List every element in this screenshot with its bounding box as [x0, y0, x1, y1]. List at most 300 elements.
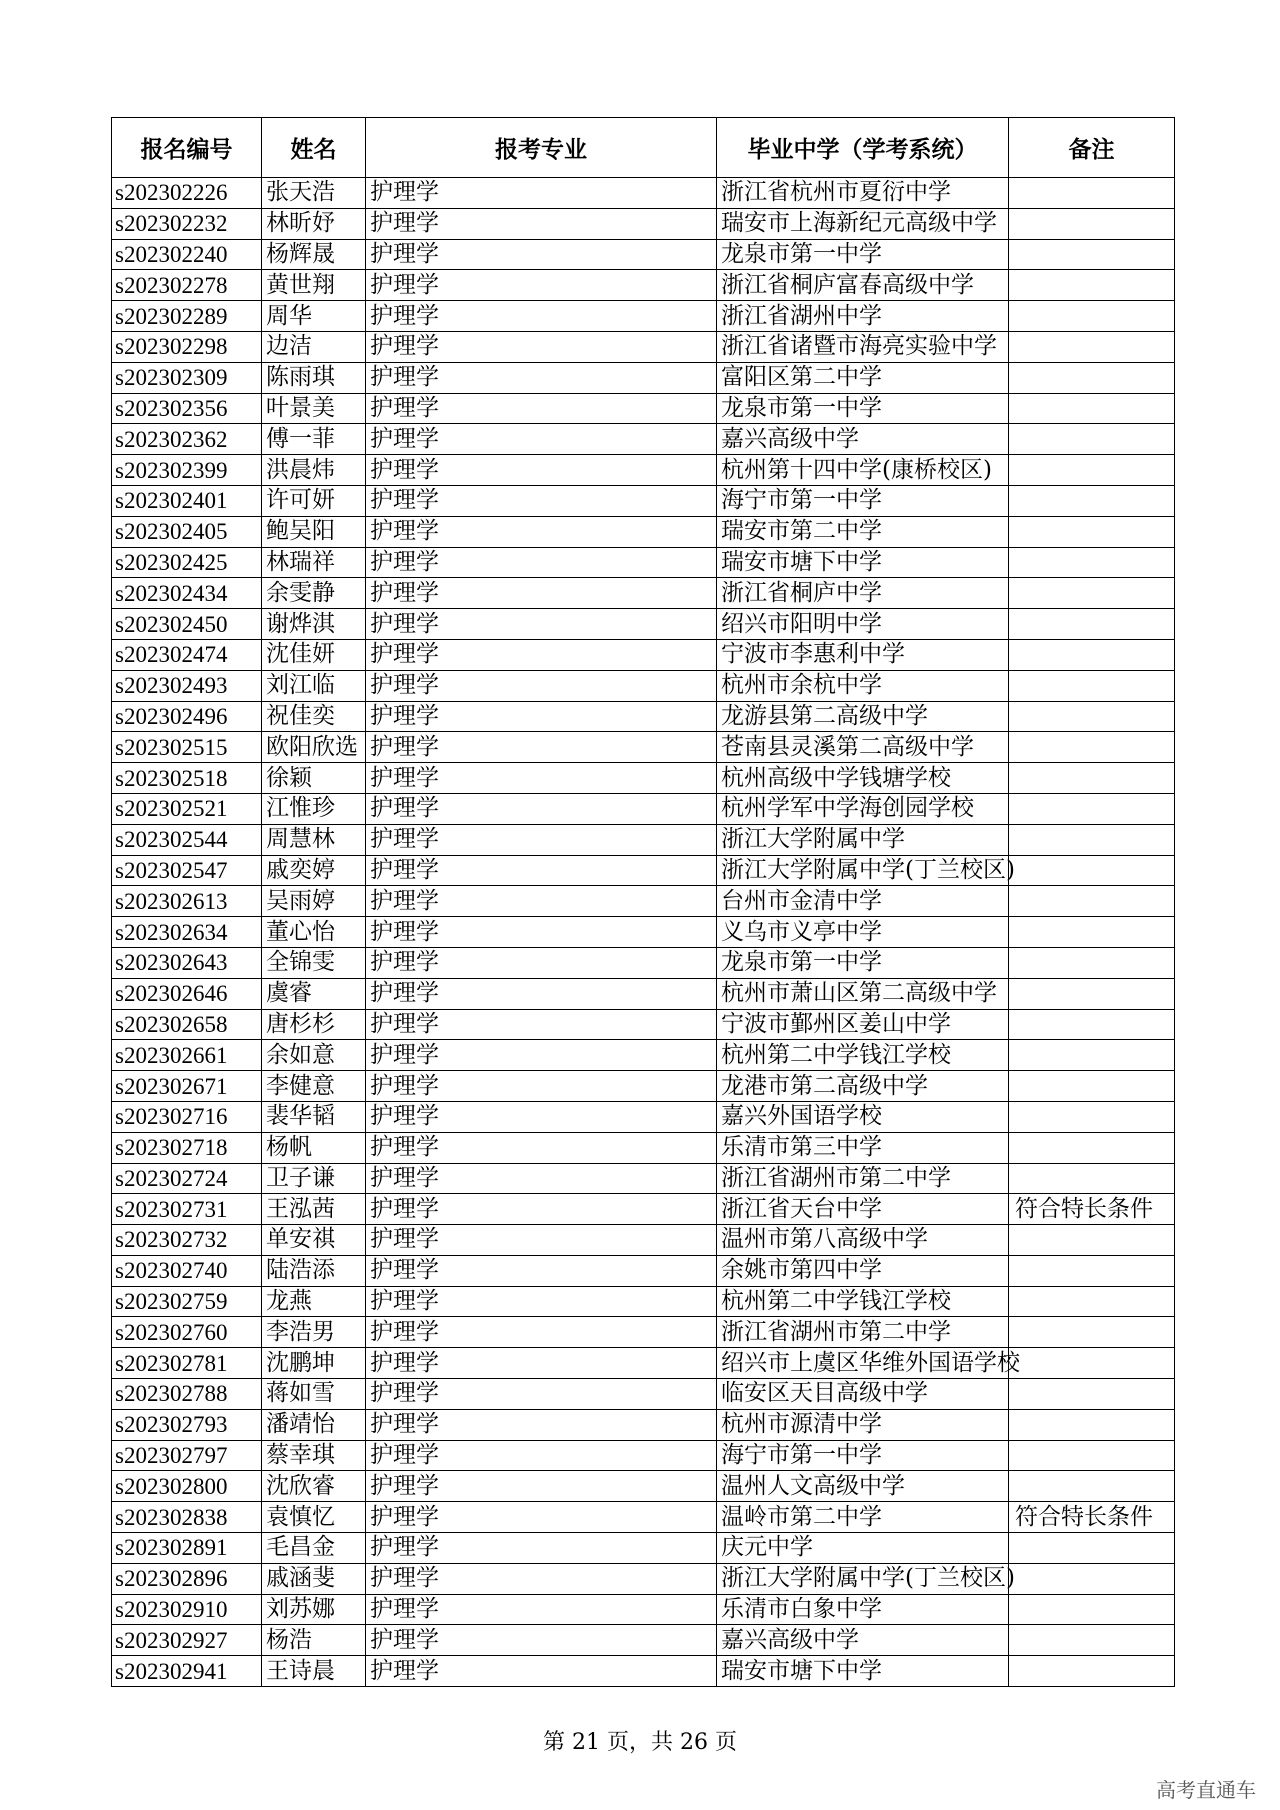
cell-high-school: 宁波市鄞州区姜山中学: [717, 1009, 1009, 1040]
cell-high-school: 温岭市第二中学: [717, 1502, 1009, 1533]
cell-remark: [1009, 1625, 1175, 1656]
watermark-text: 高考直通车: [1156, 1778, 1256, 1802]
table-row: [112, 1409, 1175, 1440]
table-row: [112, 393, 1175, 424]
cell-high-school: 浙江大学附属中学: [717, 824, 1009, 855]
cell-high-school: 乐清市白象中学: [717, 1594, 1009, 1625]
cell-high-school: 嘉兴高级中学: [717, 1625, 1009, 1656]
cell-registration-id: s202302226: [112, 178, 262, 209]
cell-major: 护理学: [366, 824, 717, 855]
cell-name: 蒋如雪: [262, 1379, 366, 1410]
cell-name: 周慧林: [262, 824, 366, 855]
table-row: [112, 886, 1175, 917]
cell-high-school: 庆元中学: [717, 1533, 1009, 1564]
table-row: [112, 1132, 1175, 1163]
cell-registration-id: s202302289: [112, 301, 262, 332]
table-row: [112, 1009, 1175, 1040]
cell-name: 吴雨婷: [262, 886, 366, 917]
cell-name: 卫子谦: [262, 1163, 366, 1194]
cell-remark: [1009, 485, 1175, 516]
cell-name: 鲍吴阳: [262, 516, 366, 547]
table-row: [112, 639, 1175, 670]
cell-high-school: 杭州市源清中学: [717, 1409, 1009, 1440]
cell-registration-id: s202302425: [112, 547, 262, 578]
cell-high-school: 杭州市余杭中学: [717, 670, 1009, 701]
cell-name: 杨帆: [262, 1132, 366, 1163]
cell-remark: [1009, 1440, 1175, 1471]
cell-registration-id: s202302401: [112, 485, 262, 516]
cell-remark: [1009, 1132, 1175, 1163]
cell-major: 护理学: [366, 178, 717, 209]
cell-high-school: 瑞安市塘下中学: [717, 1656, 1009, 1687]
table-row: [112, 1040, 1175, 1071]
cell-registration-id: s202302405: [112, 516, 262, 547]
cell-name: 陈雨琪: [262, 362, 366, 393]
table-row: [112, 701, 1175, 732]
table-row: [112, 609, 1175, 640]
cell-major: 护理学: [366, 270, 717, 301]
table-row: [112, 1194, 1175, 1225]
cell-registration-id: s202302797: [112, 1440, 262, 1471]
cell-remark: [1009, 824, 1175, 855]
admission-table: [111, 117, 1175, 1687]
cell-registration-id: s202302891: [112, 1533, 262, 1564]
cell-remark: [1009, 301, 1175, 332]
cell-name: 徐颖: [262, 763, 366, 794]
cell-high-school: 宁波市李惠利中学: [717, 639, 1009, 670]
cell-registration-id: s202302941: [112, 1656, 262, 1687]
cell-remark: [1009, 1163, 1175, 1194]
cell-major: 护理学: [366, 1009, 717, 1040]
cell-name: 虞睿: [262, 978, 366, 1009]
cell-name: 王泓茜: [262, 1194, 366, 1225]
table-row: [112, 1348, 1175, 1379]
cell-registration-id: s202302493: [112, 670, 262, 701]
cell-remark: [1009, 639, 1175, 670]
cell-remark: [1009, 947, 1175, 978]
cell-remark: 符合特长条件: [1009, 1502, 1175, 1533]
cell-registration-id: s202302910: [112, 1594, 262, 1625]
cell-high-school: 乐清市第三中学: [717, 1132, 1009, 1163]
cell-registration-id: s202302399: [112, 455, 262, 486]
table-row: [112, 1471, 1175, 1502]
cell-registration-id: s202302309: [112, 362, 262, 393]
table-row: [112, 1379, 1175, 1410]
table-row: [112, 824, 1175, 855]
table-row: [112, 1533, 1175, 1564]
cell-high-school: 瑞安市第二中学: [717, 516, 1009, 547]
cell-remark: [1009, 362, 1175, 393]
cell-high-school: 浙江省湖州市第二中学: [717, 1317, 1009, 1348]
table-row: [112, 1440, 1175, 1471]
cell-high-school: 海宁市第一中学: [717, 1440, 1009, 1471]
table-row: [112, 1502, 1175, 1533]
cell-high-school: 瑞安市上海新纪元高级中学: [717, 208, 1009, 239]
cell-high-school: 嘉兴外国语学校: [717, 1101, 1009, 1132]
cell-registration-id: s202302240: [112, 239, 262, 270]
cell-registration-id: s202302518: [112, 763, 262, 794]
table-row: [112, 947, 1175, 978]
table-row: [112, 670, 1175, 701]
table-row: [112, 578, 1175, 609]
cell-major: 护理学: [366, 793, 717, 824]
cell-remark: [1009, 855, 1175, 886]
cell-remark: [1009, 178, 1175, 209]
cell-registration-id: s202302724: [112, 1163, 262, 1194]
cell-registration-id: s202302731: [112, 1194, 262, 1225]
table-row: [112, 239, 1175, 270]
cell-name: 杨浩: [262, 1625, 366, 1656]
table-row: [112, 1225, 1175, 1256]
cell-name: 林昕妤: [262, 208, 366, 239]
cell-major: 护理学: [366, 301, 717, 332]
cell-high-school: 浙江省桐庐中学: [717, 578, 1009, 609]
table-row: [112, 917, 1175, 948]
cell-high-school: 台州市金清中学: [717, 886, 1009, 917]
cell-remark: [1009, 1533, 1175, 1564]
cell-high-school: 浙江省湖州中学: [717, 301, 1009, 332]
cell-high-school: 浙江省天台中学: [717, 1194, 1009, 1225]
header-high-school: 毕业中学（学考系统）: [717, 118, 1009, 178]
cell-high-school: 余姚市第四中学: [717, 1255, 1009, 1286]
cell-registration-id: s202302793: [112, 1409, 262, 1440]
cell-remark: [1009, 1255, 1175, 1286]
cell-registration-id: s202302838: [112, 1502, 262, 1533]
cell-high-school: 龙港市第二高级中学: [717, 1071, 1009, 1102]
cell-name: 蔡幸琪: [262, 1440, 366, 1471]
cell-registration-id: s202302740: [112, 1255, 262, 1286]
cell-remark: [1009, 424, 1175, 455]
cell-major: 护理学: [366, 516, 717, 547]
cell-major: 护理学: [366, 947, 717, 978]
cell-remark: [1009, 1040, 1175, 1071]
cell-major: 护理学: [366, 1101, 717, 1132]
table-row: [112, 485, 1175, 516]
cell-high-school: 浙江省湖州市第二中学: [717, 1163, 1009, 1194]
cell-high-school: 苍南县灵溪第二高级中学: [717, 732, 1009, 763]
table-row: [112, 1101, 1175, 1132]
cell-major: 护理学: [366, 609, 717, 640]
cell-name: 沈欣睿: [262, 1471, 366, 1502]
table-row: [112, 301, 1175, 332]
cell-registration-id: s202302450: [112, 609, 262, 640]
cell-remark: [1009, 1225, 1175, 1256]
cell-major: 护理学: [366, 1071, 717, 1102]
table-row: [112, 1286, 1175, 1317]
table-row: [112, 424, 1175, 455]
cell-major: 护理学: [366, 917, 717, 948]
cell-name: 边洁: [262, 331, 366, 362]
cell-remark: [1009, 455, 1175, 486]
cell-registration-id: s202302646: [112, 978, 262, 1009]
table-row: [112, 516, 1175, 547]
table-row: [112, 362, 1175, 393]
cell-high-school: 杭州高级中学钱塘学校: [717, 763, 1009, 794]
table-row: [112, 793, 1175, 824]
cell-remark: [1009, 793, 1175, 824]
cell-name: 叶景美: [262, 393, 366, 424]
table-row: [112, 763, 1175, 794]
cell-major: 护理学: [366, 886, 717, 917]
cell-registration-id: s202302927: [112, 1625, 262, 1656]
cell-name: 洪晨炜: [262, 455, 366, 486]
table-row: [112, 1163, 1175, 1194]
header-major: 报考专业: [366, 118, 717, 178]
cell-major: 护理学: [366, 855, 717, 886]
cell-major: 护理学: [366, 455, 717, 486]
cell-registration-id: s202302788: [112, 1379, 262, 1410]
cell-high-school: 龙泉市第一中学: [717, 239, 1009, 270]
cell-name: 张天浩: [262, 178, 366, 209]
cell-remark: [1009, 732, 1175, 763]
cell-major: 护理学: [366, 1594, 717, 1625]
cell-major: 护理学: [366, 1656, 717, 1687]
cell-name: 欧阳欣选: [262, 732, 366, 763]
cell-name: 裴华韬: [262, 1101, 366, 1132]
cell-name: 龙燕: [262, 1286, 366, 1317]
cell-remark: [1009, 547, 1175, 578]
table-row: [112, 547, 1175, 578]
cell-name: 林瑞祥: [262, 547, 366, 578]
cell-name: 江惟珍: [262, 793, 366, 824]
table-row: [112, 1656, 1175, 1687]
cell-major: 护理学: [366, 1132, 717, 1163]
cell-registration-id: s202302496: [112, 701, 262, 732]
cell-high-school: 温州人文高级中学: [717, 1471, 1009, 1502]
table-row: [112, 178, 1175, 209]
table-row: [112, 1255, 1175, 1286]
table-row: [112, 1625, 1175, 1656]
cell-high-school: 杭州市萧山区第二高级中学: [717, 978, 1009, 1009]
cell-high-school: 杭州第二中学钱江学校: [717, 1040, 1009, 1071]
cell-registration-id: s202302298: [112, 331, 262, 362]
cell-high-school: 临安区天目高级中学: [717, 1379, 1009, 1410]
cell-major: 护理学: [366, 978, 717, 1009]
cell-registration-id: s202302613: [112, 886, 262, 917]
table-row: [112, 1594, 1175, 1625]
cell-remark: [1009, 917, 1175, 948]
table-row: [112, 270, 1175, 301]
cell-registration-id: s202302658: [112, 1009, 262, 1040]
cell-name: 唐杉杉: [262, 1009, 366, 1040]
cell-major: 护理学: [366, 1255, 717, 1286]
cell-remark: [1009, 393, 1175, 424]
cell-registration-id: s202302716: [112, 1101, 262, 1132]
cell-name: 毛昌金: [262, 1533, 366, 1564]
table-body: [112, 178, 1175, 1687]
cell-high-school: 龙泉市第一中学: [717, 947, 1009, 978]
cell-major: 护理学: [366, 763, 717, 794]
cell-remark: [1009, 516, 1175, 547]
cell-remark: [1009, 1594, 1175, 1625]
cell-high-school: 瑞安市塘下中学: [717, 547, 1009, 578]
cell-remark: [1009, 763, 1175, 794]
cell-high-school: 海宁市第一中学: [717, 485, 1009, 516]
cell-major: 护理学: [366, 670, 717, 701]
table-row: [112, 455, 1175, 486]
cell-remark: [1009, 1563, 1175, 1594]
cell-registration-id: s202302634: [112, 917, 262, 948]
cell-registration-id: s202302232: [112, 208, 262, 239]
table-row: [112, 732, 1175, 763]
cell-high-school: 义乌市义亭中学: [717, 917, 1009, 948]
cell-major: 护理学: [366, 1286, 717, 1317]
cell-major: 护理学: [366, 1348, 717, 1379]
table-header: [112, 118, 1175, 178]
cell-name: 谢烨淇: [262, 609, 366, 640]
cell-remark: [1009, 609, 1175, 640]
cell-major: 护理学: [366, 485, 717, 516]
cell-major: 护理学: [366, 1040, 717, 1071]
cell-high-school: 浙江大学附属中学(丁兰校区): [717, 855, 1009, 886]
cell-name: 陆浩添: [262, 1255, 366, 1286]
cell-remark: [1009, 331, 1175, 362]
cell-name: 袁慎忆: [262, 1502, 366, 1533]
cell-major: 护理学: [366, 331, 717, 362]
cell-high-school: 浙江省桐庐富春高级中学: [717, 270, 1009, 301]
cell-high-school: 富阳区第二中学: [717, 362, 1009, 393]
cell-remark: [1009, 1286, 1175, 1317]
cell-registration-id: s202302800: [112, 1471, 262, 1502]
cell-major: 护理学: [366, 1440, 717, 1471]
cell-name: 余雯静: [262, 578, 366, 609]
cell-major: 护理学: [366, 1471, 717, 1502]
cell-high-school: 杭州学军中学海创园学校: [717, 793, 1009, 824]
cell-registration-id: s202302544: [112, 824, 262, 855]
cell-major: 护理学: [366, 1409, 717, 1440]
cell-name: 余如意: [262, 1040, 366, 1071]
cell-name: 周华: [262, 301, 366, 332]
table-row: [112, 208, 1175, 239]
cell-name: 杨辉晟: [262, 239, 366, 270]
cell-major: 护理学: [366, 1625, 717, 1656]
cell-high-school: 龙泉市第一中学: [717, 393, 1009, 424]
cell-remark: [1009, 886, 1175, 917]
cell-high-school: 浙江省杭州市夏衍中学: [717, 178, 1009, 209]
cell-remark: [1009, 1471, 1175, 1502]
cell-name: 李浩男: [262, 1317, 366, 1348]
header-remark: 备注: [1009, 118, 1175, 178]
cell-registration-id: s202302732: [112, 1225, 262, 1256]
cell-remark: [1009, 670, 1175, 701]
cell-remark: [1009, 978, 1175, 1009]
cell-high-school: 杭州第二中学钱江学校: [717, 1286, 1009, 1317]
cell-high-school: 绍兴市上虞区华维外国语学校: [717, 1348, 1009, 1379]
cell-remark: 符合特长条件: [1009, 1194, 1175, 1225]
cell-remark: [1009, 1409, 1175, 1440]
table-row: [112, 855, 1175, 886]
cell-high-school: 温州市第八高级中学: [717, 1225, 1009, 1256]
cell-name: 黄世翔: [262, 270, 366, 301]
cell-major: 护理学: [366, 1563, 717, 1594]
cell-registration-id: s202302521: [112, 793, 262, 824]
cell-high-school: 绍兴市阳明中学: [717, 609, 1009, 640]
cell-name: 沈鹏坤: [262, 1348, 366, 1379]
cell-name: 沈佳妍: [262, 639, 366, 670]
cell-registration-id: s202302759: [112, 1286, 262, 1317]
cell-major: 护理学: [366, 578, 717, 609]
cell-registration-id: s202302278: [112, 270, 262, 301]
cell-name: 刘江临: [262, 670, 366, 701]
cell-registration-id: s202302896: [112, 1563, 262, 1594]
page-number: 第 21 页，共 26 页: [543, 1730, 737, 1755]
table-row: [112, 978, 1175, 1009]
cell-remark: [1009, 239, 1175, 270]
cell-registration-id: s202302661: [112, 1040, 262, 1071]
cell-name: 单安祺: [262, 1225, 366, 1256]
cell-high-school: 龙游县第二高级中学: [717, 701, 1009, 732]
cell-remark: [1009, 1101, 1175, 1132]
cell-registration-id: s202302643: [112, 947, 262, 978]
cell-name: 戚涵斐: [262, 1563, 366, 1594]
cell-name: 潘靖怡: [262, 1409, 366, 1440]
cell-name: 许可妍: [262, 485, 366, 516]
cell-major: 护理学: [366, 1163, 717, 1194]
cell-registration-id: s202302474: [112, 639, 262, 670]
cell-major: 护理学: [366, 1317, 717, 1348]
table-row: [112, 1317, 1175, 1348]
cell-major: 护理学: [366, 639, 717, 670]
cell-major: 护理学: [366, 424, 717, 455]
cell-registration-id: s202302362: [112, 424, 262, 455]
cell-major: 护理学: [366, 208, 717, 239]
cell-registration-id: s202302760: [112, 1317, 262, 1348]
cell-remark: [1009, 1379, 1175, 1410]
header-name: 姓名: [262, 118, 366, 178]
cell-major: 护理学: [366, 1225, 717, 1256]
cell-registration-id: s202302356: [112, 393, 262, 424]
cell-registration-id: s202302718: [112, 1132, 262, 1163]
cell-high-school: 浙江省诸暨市海亮实验中学: [717, 331, 1009, 362]
cell-major: 护理学: [366, 393, 717, 424]
cell-high-school: 杭州第十四中学(康桥校区): [717, 455, 1009, 486]
cell-name: 傅一菲: [262, 424, 366, 455]
cell-major: 护理学: [366, 1502, 717, 1533]
cell-remark: [1009, 1317, 1175, 1348]
cell-high-school: 嘉兴高级中学: [717, 424, 1009, 455]
header-registration-id: 报名编号: [112, 118, 262, 178]
cell-name: 祝佳奕: [262, 701, 366, 732]
table-row: [112, 1071, 1175, 1102]
cell-name: 全锦雯: [262, 947, 366, 978]
cell-registration-id: s202302547: [112, 855, 262, 886]
cell-major: 护理学: [366, 1379, 717, 1410]
cell-remark: [1009, 1656, 1175, 1687]
cell-registration-id: s202302515: [112, 732, 262, 763]
cell-major: 护理学: [366, 239, 717, 270]
cell-major: 护理学: [366, 1533, 717, 1564]
cell-major: 护理学: [366, 547, 717, 578]
cell-high-school: 浙江大学附属中学(丁兰校区): [717, 1563, 1009, 1594]
cell-remark: [1009, 208, 1175, 239]
cell-major: 护理学: [366, 1194, 717, 1225]
table-row: [112, 1563, 1175, 1594]
cell-major: 护理学: [366, 732, 717, 763]
cell-remark: [1009, 1348, 1175, 1379]
cell-registration-id: s202302671: [112, 1071, 262, 1102]
cell-remark: [1009, 1071, 1175, 1102]
cell-major: 护理学: [366, 701, 717, 732]
cell-name: 李健意: [262, 1071, 366, 1102]
table-row: [112, 331, 1175, 362]
cell-remark: [1009, 1009, 1175, 1040]
cell-major: 护理学: [366, 362, 717, 393]
cell-remark: [1009, 578, 1175, 609]
cell-name: 刘苏娜: [262, 1594, 366, 1625]
cell-remark: [1009, 270, 1175, 301]
cell-remark: [1009, 701, 1175, 732]
cell-name: 董心怡: [262, 917, 366, 948]
